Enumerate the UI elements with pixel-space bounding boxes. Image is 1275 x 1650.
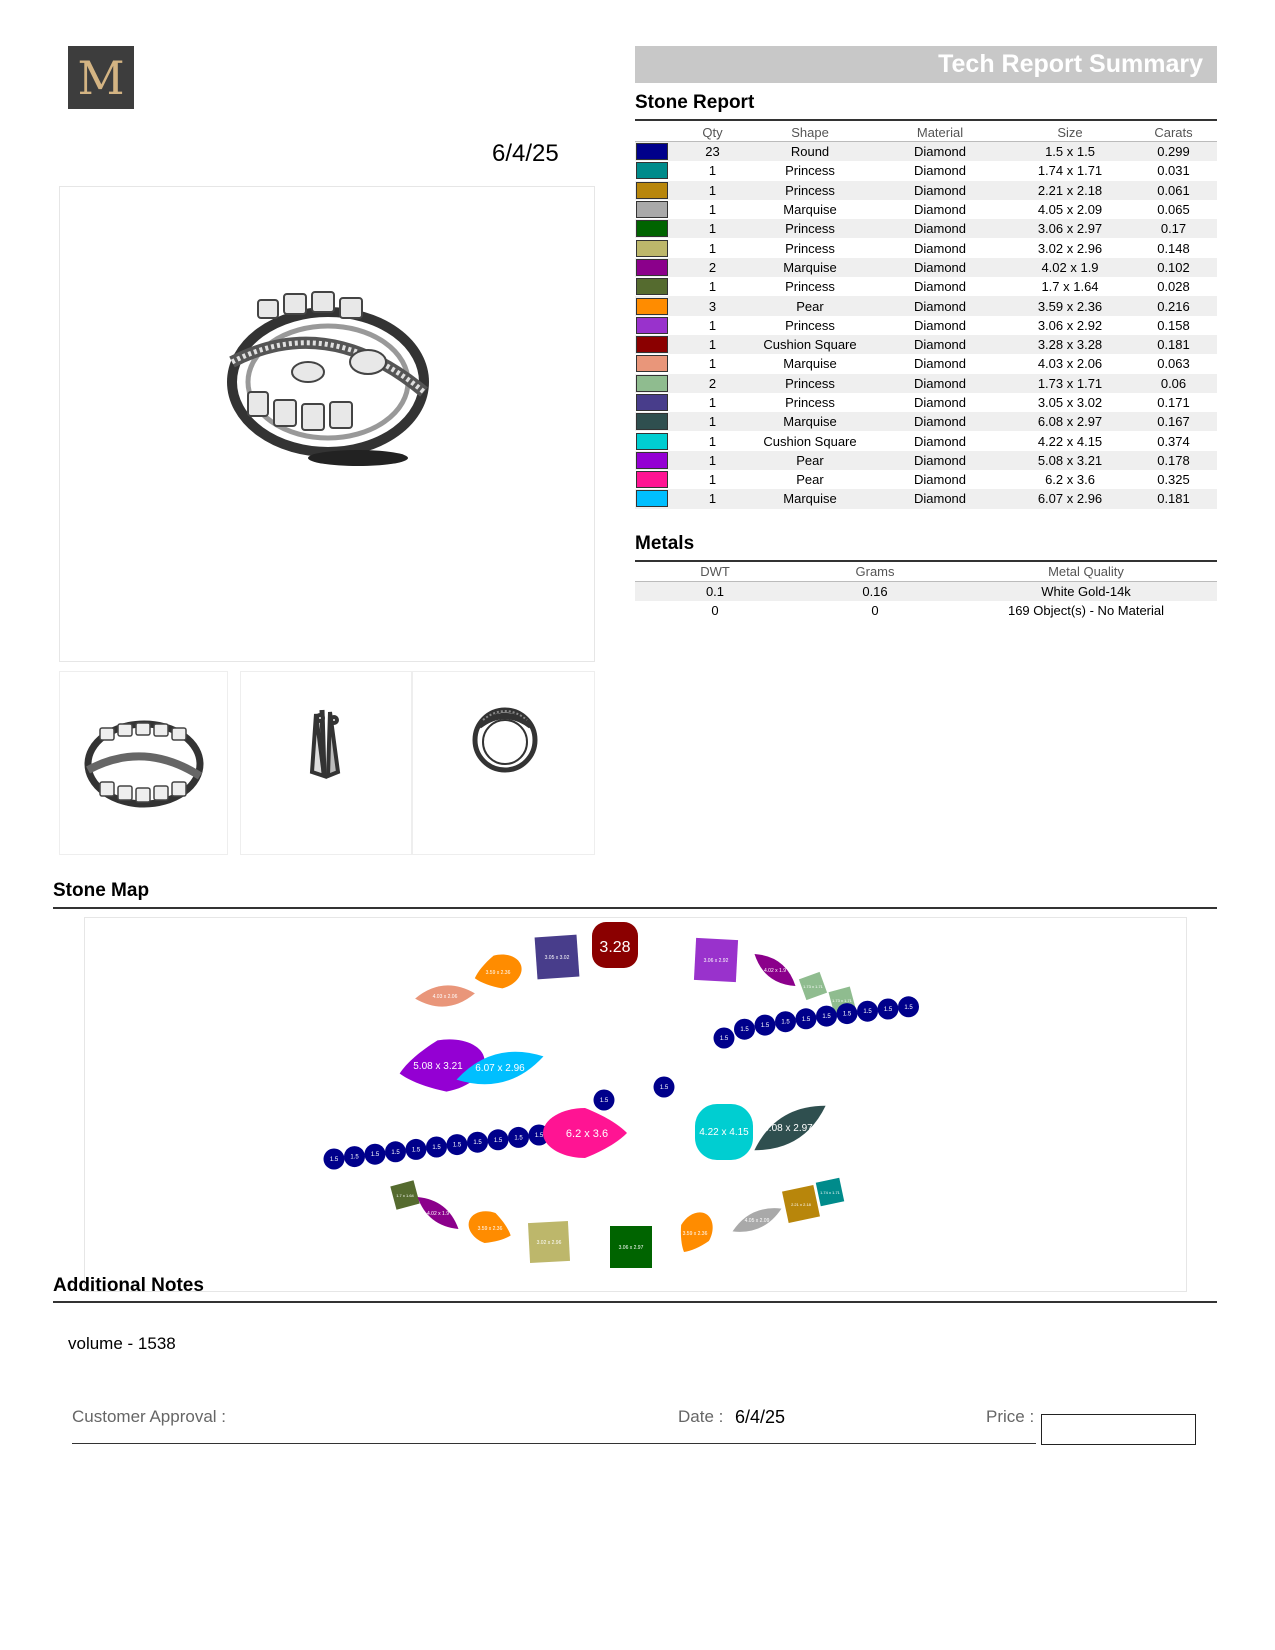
stone-color-swatch [636,375,668,392]
stone-map-rule [53,907,1217,909]
svg-text:1.5: 1.5 [391,1149,400,1156]
stone-carats-cell: 0.178 [1130,451,1217,470]
stone-size-cell: 3.02 x 2.96 [1037,240,1103,256]
round-stone [344,1146,365,1167]
stone-shape-cell: Marquise [783,202,837,218]
stone-color-swatch [636,490,668,507]
stone-slate-marquise [747,1095,832,1162]
stone-material-cell: Diamond [913,240,967,256]
stone-row [635,431,1217,450]
main-ring-view [59,186,595,662]
stone-material-cell: Diamond [870,335,1010,354]
metal-row [635,582,1217,602]
stone-gold-princess [782,1185,820,1223]
thumbnail-front [412,671,595,855]
stone-shape-cell: Princess [785,279,835,295]
stone-material-cell: Diamond [913,395,967,410]
stone-row [635,181,1217,200]
round-stone [406,1139,427,1160]
stone-shape-cell: Marquise [750,258,870,277]
svg-text:4.02 x 1.9: 4.02 x 1.9 [427,1211,449,1217]
stone-map-heading: Stone Map [53,880,150,901]
svg-text:1.5: 1.5 [863,1009,872,1016]
svg-text:1.5: 1.5 [452,1142,462,1149]
stone-green-princess [610,1226,652,1268]
round-stone [385,1141,406,1162]
stone-qty-cell: 1 [708,317,717,333]
stone-shape-cell: Pear [750,296,870,315]
stone-shape-cell: Marquise [750,489,870,508]
round-stones [324,996,920,1169]
stone-qty-cell: 1 [708,240,717,256]
svg-text:1.5: 1.5 [740,1027,749,1034]
stone-material-cell: Diamond [870,181,1010,200]
stone-qty-cell: 1 [708,433,717,449]
column-header-material: Material [870,123,1010,142]
stone-cyan-cushion [695,1104,753,1160]
stone-row [635,412,1217,431]
svg-text:6.08 x 2.97: 6.08 x 2.97 [763,1123,813,1134]
stone-carats-cell: 0.063 [1157,356,1190,372]
stone-material-cell: Diamond [913,472,967,488]
stone-qty-cell: 2 [675,374,750,393]
stone-material-cell: Diamond [913,433,967,449]
svg-text:3.02 x 2.96: 3.02 x 2.96 [536,1240,562,1246]
stone-color-cell [635,200,675,219]
column-header-shape: Shape [750,123,870,142]
stone-carats-cell: 0.181 [1130,489,1217,508]
stone-material-cell: Diamond [913,279,967,295]
svg-text:6.07 x 2.96: 6.07 x 2.96 [475,1063,525,1074]
stone-orange-pear-bottom-right [670,1206,720,1260]
stone-carats-cell: 0.158 [1157,317,1190,333]
metal-grams-cell: 0.16 [795,582,955,602]
round-stone [488,1129,509,1150]
svg-text:1.5: 1.5 [350,1154,359,1161]
stone-shape-cell: Marquise [783,356,837,372]
swatch-column-header [635,123,675,142]
stone-row [635,238,1217,257]
stone-shape-cell: Princess [785,317,835,333]
round-stone [775,1011,796,1032]
date-label: Date : [678,1407,724,1426]
round-stone [796,1008,817,1029]
stone-row [635,316,1217,335]
round-stone [714,1028,735,1049]
stone-material-cell: Diamond [870,374,1010,393]
metal-grams-cell: 0 [871,603,879,618]
stone-qty-cell: 1 [708,279,717,295]
svg-text:1.5: 1.5 [760,1023,770,1030]
stone-red-cushion [592,922,638,968]
column-header-grams: Grams [795,562,955,582]
stone-row [635,219,1217,238]
stone-shape-cell: Princess [750,374,870,393]
stone-size-cell: 4.05 x 2.09 [1037,202,1103,218]
round-stone [898,996,919,1017]
stone-report-heading: Stone Report [635,92,755,113]
stone-row [635,393,1217,412]
round-stone [447,1134,468,1155]
stone-orange-pear-top [470,949,525,994]
price-input-box[interactable] [1041,1414,1196,1445]
svg-text:1.5: 1.5 [534,1133,544,1139]
stone-size-cell: 6.2 x 3.6 [1045,472,1095,488]
stone-orchid-princess [694,938,738,982]
svg-text:5.08 x 3.21: 5.08 x 3.21 [413,1061,463,1072]
stone-map-canvas [85,918,1186,1291]
metals-table [635,562,1217,620]
stone-row [635,200,1217,219]
stone-pink-pear [543,1108,627,1158]
stone-color-swatch [636,240,668,257]
stone-qty-cell: 1 [675,451,750,470]
stone-row [635,142,1217,162]
stone-color-cell [635,489,675,508]
stone-carats-cell: 0.299 [1130,142,1217,162]
round-stone [467,1132,488,1153]
notes-text: volume - 1538 [68,1334,176,1353]
stone-carats-cell: 0.031 [1157,163,1190,179]
stone-color-cell [635,161,675,180]
metal-dwt-cell: 0 [711,603,719,618]
stone-material-cell: Diamond [870,219,1010,238]
report-title: Tech Report Summary [938,50,1203,78]
stone-olive-princess [390,1180,419,1209]
svg-text:4.22 x 4.15: 4.22 x 4.15 [699,1127,749,1138]
logo-letter: M [77,50,125,105]
stone-shape-cell: Princess [750,219,870,238]
stone-row [635,489,1217,508]
stone-map [84,917,1187,1292]
metal-quality-cell: White Gold-14k [955,582,1217,602]
price-label: Price : [986,1407,1035,1426]
stone-size-cell: 4.02 x 1.9 [1010,258,1130,277]
stone-color-swatch [636,143,668,160]
stone-carats-cell: 0.181 [1130,335,1217,354]
stone-carats-cell: 0.325 [1157,472,1190,488]
stone-color-cell [635,296,675,315]
stone-color-swatch [636,259,668,276]
svg-text:1.5: 1.5 [883,1007,893,1013]
stone-qty-cell: 1 [708,202,717,218]
stone-color-swatch [636,317,668,334]
stone-qty-cell: 1 [675,489,750,508]
svg-text:1.73 x 1.71: 1.73 x 1.71 [832,998,852,1003]
stone-color-swatch [636,452,668,469]
stone-color-cell [635,277,675,296]
stone-carats-cell: 0.065 [1157,202,1190,218]
svg-text:4.02 x 1.9: 4.02 x 1.9 [764,968,786,974]
stone-color-swatch [636,336,668,353]
stone-row [635,277,1217,296]
svg-text:6.2 x 3.6: 6.2 x 3.6 [565,1128,609,1140]
stone-color-cell [635,393,675,412]
stone-shape-cell: Pear [796,472,824,488]
stone-size-cell: 1.7 x 1.64 [1041,279,1099,295]
stone-material-cell: Diamond [913,202,967,218]
stone-material-cell: Diamond [870,142,1010,162]
report-title-bar [635,46,1217,83]
svg-text:3.05 x 3.02: 3.05 x 3.02 [544,955,570,961]
stone-size-cell: 1.74 x 1.71 [1037,163,1103,179]
stone-qty-cell: 1 [708,472,717,488]
round-stone [857,1001,878,1022]
stone-qty-cell: 1 [708,163,717,179]
stone-size-cell: 1.73 x 1.71 [1010,374,1130,393]
stone-size-cell: 3.28 x 3.28 [1010,335,1130,354]
svg-text:1.5: 1.5 [329,1157,339,1163]
stone-report-table [635,123,1217,509]
stone-size-cell: 3.59 x 2.36 [1010,296,1130,315]
stone-gray-marquise [729,1201,785,1239]
stone-size-cell: 1.5 x 1.5 [1010,142,1130,162]
round-stone [878,999,899,1020]
stone-table-header [635,123,1217,142]
stone-shape-cell: Cushion Square [763,433,857,449]
stone-row [635,296,1217,315]
stone-orange-pear-bottom-left [464,1205,516,1250]
svg-text:3.59 x 2.36: 3.59 x 2.36 [485,970,511,976]
svg-text:3.06 x 2.97: 3.06 x 2.97 [618,1245,644,1251]
stone-size-cell: 3.05 x 3.02 [1037,395,1103,410]
stone-color-cell [635,431,675,450]
stone-row [635,354,1217,373]
stone-material-cell: Diamond [870,412,1010,431]
stone-size-cell: 4.22 x 4.15 [1037,433,1103,449]
svg-text:1.5: 1.5 [904,1004,913,1011]
stone-color-swatch [636,182,668,199]
notes-heading: Additional Notes [53,1275,204,1296]
stone-material-cell: Diamond [870,489,1010,508]
stone-material-cell: Diamond [870,296,1010,315]
stone-row [635,161,1217,180]
round-stone [816,1006,837,1027]
stone-qty-cell: 1 [675,335,750,354]
round-stone [654,1077,675,1098]
round-stone [324,1149,345,1170]
stone-carats-cell: 0.171 [1157,395,1190,410]
stone-qty-cell: 23 [675,142,750,162]
stone-color-swatch [636,394,668,411]
svg-text:1.5: 1.5 [801,1016,811,1023]
stone-shape-cell: Cushion Square [750,335,870,354]
stone-carats-cell: 0.374 [1157,433,1190,449]
stone-qty-cell: 2 [675,258,750,277]
stone-size-cell: 6.07 x 2.96 [1010,489,1130,508]
thumbnail-side [240,671,412,855]
stone-qty-cell: 1 [675,412,750,431]
stone-purple-marquise-top [749,947,801,993]
round-stone [755,1015,776,1036]
column-header-dwt: DWT [635,562,795,582]
stone-material-cell: Diamond [870,451,1010,470]
stone-color-cell [635,412,675,431]
stone-salmon-marquise [414,983,476,1009]
stone-color-cell [635,181,675,200]
column-header-qty: Qty [675,123,750,142]
stone-color-swatch [636,298,668,315]
stone-row [635,451,1217,470]
column-header-carats: Carats [1130,123,1217,142]
round-stone [365,1144,386,1165]
metal-row [635,601,1217,620]
svg-text:1.5: 1.5 [719,1036,729,1042]
stone-carats-cell: 0.148 [1157,240,1190,256]
svg-text:2.21 x 2.18: 2.21 x 2.18 [791,1202,811,1207]
stone-sage-princess-a [799,972,827,1000]
stone-color-cell [635,354,675,373]
svg-text:1.5: 1.5 [822,1014,831,1021]
stone-qty-cell: 1 [675,219,750,238]
svg-text:1.5: 1.5 [370,1152,380,1159]
company-logo [68,46,134,109]
stone-material-cell: Diamond [870,258,1010,277]
svg-text:4.03 x 2.06: 4.03 x 2.06 [432,994,458,1000]
round-stone [426,1137,447,1158]
svg-text:3.59 x 2.36: 3.59 x 2.36 [682,1231,708,1237]
stone-shape-cell: Princess [785,395,835,410]
stone-row [635,470,1217,489]
column-header-size: Size [1010,123,1130,142]
round-stone [508,1127,529,1148]
stone-carats-cell: 0.061 [1130,181,1217,200]
stone-color-swatch [636,433,668,450]
stone-size-cell: 5.08 x 3.21 [1010,451,1130,470]
stone-qty-cell: 3 [675,296,750,315]
stone-carats-cell: 0.028 [1157,279,1190,295]
stone-carats-cell: 0.06 [1130,374,1217,393]
stone-shape-cell: Princess [785,163,835,179]
svg-text:1.5: 1.5 [842,1011,852,1018]
svg-text:1.5: 1.5 [411,1147,421,1154]
stone-color-cell [635,142,675,162]
round-stone [594,1090,615,1111]
svg-text:1.74 x 1.71: 1.74 x 1.71 [820,1190,840,1195]
approval-signature-line[interactable] [72,1443,1036,1444]
stone-color-swatch [636,413,668,430]
stone-shape-cell: Round [750,142,870,162]
round-stone [837,1003,858,1024]
stone-carats-cell: 0.17 [1130,219,1217,238]
svg-text:3.59 x 2.36: 3.59 x 2.36 [477,1226,503,1232]
stone-size-cell: 2.21 x 2.18 [1010,181,1130,200]
svg-text:1.5: 1.5 [432,1145,441,1151]
column-header-metal-quality: Metal Quality [955,562,1217,582]
stone-row [635,374,1217,393]
stone-row [635,258,1217,277]
stone-color-cell [635,335,675,354]
stone-material-cell: Diamond [913,317,967,333]
stone-color-swatch [636,471,668,488]
stone-shape-cell: Princess [785,240,835,256]
svg-text:1.5: 1.5 [659,1085,669,1091]
stone-khaki-princess [528,1221,570,1263]
stone-teal-princess [816,1178,844,1206]
stone-color-cell [635,470,675,489]
stone-carats-cell: 0.167 [1130,412,1217,431]
stone-qty-cell: 1 [675,181,750,200]
stone-slateblue-princess [535,935,580,980]
stone-color-cell [635,238,675,257]
stone-material-cell: Diamond [913,163,967,179]
svg-text:1.73 x 1.71: 1.73 x 1.71 [803,984,823,989]
stone-shape-cell: Pear [750,451,870,470]
svg-text:1.5: 1.5 [599,1098,609,1104]
stone-row [635,335,1217,354]
stone-color-cell [635,374,675,393]
svg-text:3.06 x 2.92: 3.06 x 2.92 [703,958,729,964]
stone-report-rule [635,119,1217,121]
stone-carats-cell: 0.102 [1130,258,1217,277]
svg-text:3.28: 3.28 [599,939,631,956]
stone-color-swatch [636,355,668,372]
stone-color-swatch [636,278,668,295]
svg-text:1.5: 1.5 [781,1019,790,1026]
metals-table-header [635,562,1217,582]
metals-heading: Metals [635,533,695,554]
svg-text:1.7 x 1.64: 1.7 x 1.64 [396,1193,414,1198]
stone-shape-cell: Princess [750,181,870,200]
stone-size-cell: 3.06 x 2.92 [1037,317,1103,333]
svg-text:1.5: 1.5 [473,1140,482,1147]
round-stone [734,1019,755,1040]
svg-text:1.5: 1.5 [493,1137,503,1144]
stone-color-cell [635,219,675,238]
stone-purple-marquise-bottom [412,1190,463,1235]
stone-qty-cell: 1 [708,356,717,372]
stone-color-cell [635,316,675,335]
stone-qty-cell: 1 [708,395,717,410]
metal-dwt-cell: 0.1 [635,582,795,602]
stone-shape-cell: Marquise [750,412,870,431]
stone-color-swatch [636,162,668,179]
stone-color-swatch [636,220,668,237]
stone-size-cell: 3.06 x 2.97 [1010,219,1130,238]
stone-size-cell: 4.03 x 2.06 [1037,356,1103,372]
report-date: 6/4/25 [492,140,559,167]
customer-approval-label: Customer Approval : [72,1407,227,1426]
notes-rule [53,1301,1217,1303]
svg-text:1.5: 1.5 [514,1135,523,1142]
stone-color-cell [635,258,675,277]
metal-quality-cell: 169 Object(s) - No Material [1007,603,1165,618]
svg-text:4.05 x 2.09: 4.05 x 2.09 [744,1218,770,1224]
thumbnail-perspective [59,671,228,855]
stone-material-cell: Diamond [913,356,967,372]
stone-color-swatch [636,201,668,218]
approval-date-value: 6/4/25 [735,1407,786,1427]
stone-size-cell: 6.08 x 2.97 [1010,412,1130,431]
stone-color-cell [635,451,675,470]
stone-carats-cell: 0.216 [1130,296,1217,315]
